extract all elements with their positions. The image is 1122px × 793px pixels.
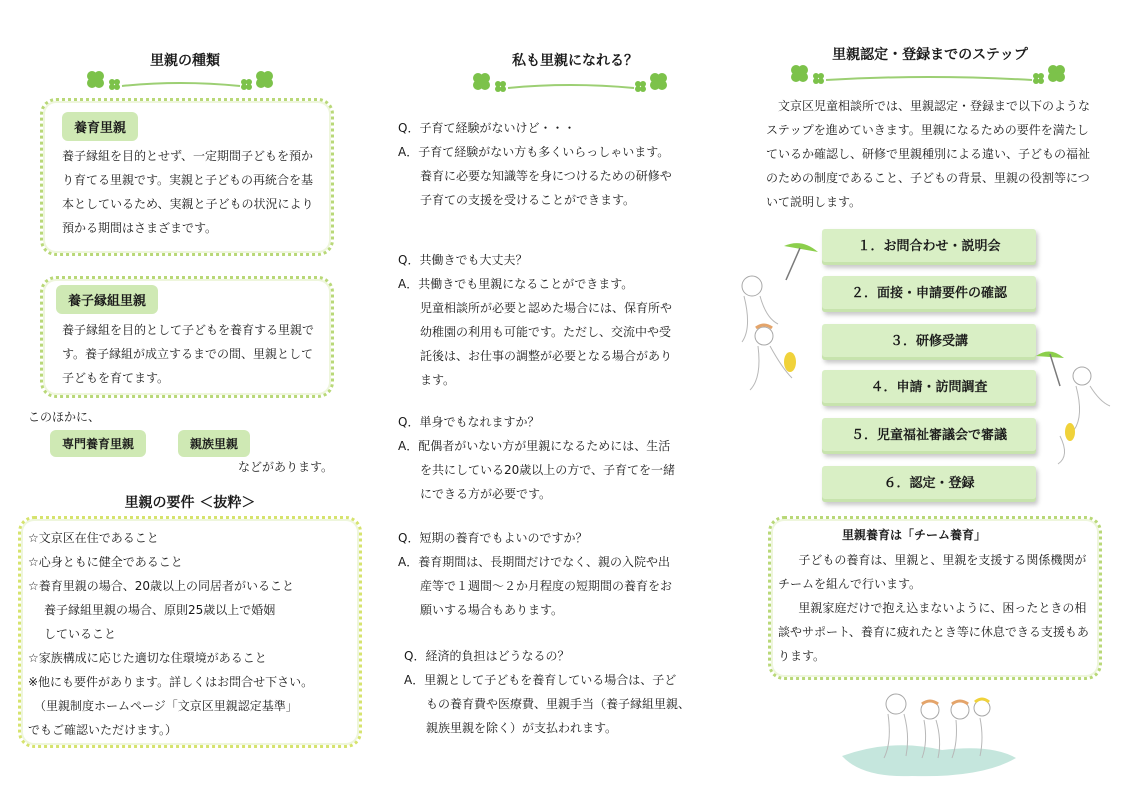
steps-heading: 里親認定・登録までのステップ — [832, 47, 1028, 63]
faq-question: Q．経済的負担はどうなるの？ — [404, 649, 570, 663]
yoiku-tag: 養育里親 — [62, 112, 138, 141]
faq-answer: A．共働きでも里親になることができます。 — [398, 277, 634, 291]
children-umbrella-illustration-icon — [1030, 346, 1116, 466]
types-heading: 里親の種類 — [150, 53, 220, 69]
faq-answer: ます。 — [420, 373, 456, 387]
faq-question: Q．共働きでも大丈夫？ — [398, 253, 528, 267]
step-item: ６．認定・登録 — [822, 466, 1036, 502]
faq-answer: 願いする場合もあります。 — [420, 603, 564, 617]
team-title: 里親養育は「チーム養育」 — [842, 528, 987, 542]
team-paragraph: 里親家庭だけで抱え込まないように、困ったときの相談やサポート、養育に疲れたとき等に休息できる支援もあります。 — [778, 601, 1089, 663]
faq-item — [404, 644, 690, 740]
faq-heading: 私も里親になれる？ — [512, 53, 638, 69]
requirement-line: ☆家族構成に応じた適切な住環境があること — [28, 651, 267, 665]
step-item: ５．児童福祉審議会で審議 — [822, 418, 1036, 454]
other-tag-shinzoku: 親族里親 — [178, 430, 250, 457]
other-suffix: などがあります。 — [238, 460, 334, 474]
steps-intro: 文京区児童相談所では、里親認定・登録まで以下のようなステップを進めていきます。里親になるための要件を満たしているか確認し、研修で里親種別による違い、子どもの福祉のための制度であること、子どもの背景、里親の役割等について説明します。 — [766, 99, 1091, 209]
faq-answer: にできる方が必要です。 — [420, 487, 552, 501]
children-playing-illustration-icon — [832, 686, 1022, 782]
faq-answer: を共にしている20歳以上の方で、子育てを一緒 — [420, 463, 676, 477]
faq-item — [398, 526, 672, 622]
requirement-line: 養子縁組里親の場合、原則25歳以上で婚姻 — [44, 603, 276, 617]
faq-answer: 幼稚園の利用も可能です。ただし、交流中や受 — [420, 325, 672, 339]
yoiku-text: 養子縁組を目的とせず、一定期間子どもを預かり育てる里親です。実親と子どもの再統合を基本としているため、実親と子どもの状況により預かる期間はさまざまです。 — [62, 149, 314, 235]
faq-item — [398, 116, 672, 212]
requirement-line: ☆養育里親の場合、20歳以上の同居者がいること — [28, 579, 295, 593]
requirement-line: （里親制度ホームページ「文京区里親認定基準」 — [34, 699, 298, 713]
children-umbrella-illustration-icon — [722, 238, 822, 398]
requirement-line: ☆心身ともに健全であること — [28, 555, 183, 569]
step-item: ３．研修受講 — [822, 324, 1036, 360]
engumi-tag: 養子縁組里親 — [56, 285, 158, 314]
team-paragraph: 子どもの養育は、里親と、里親を支援する関係機関がチームを組んで行います。 — [778, 553, 1087, 591]
faq-answer: もの養育費や医療費、里親手当（養子縁組里親、 — [426, 697, 691, 711]
faq-item — [398, 410, 675, 506]
faq-question: Q．短期の養育でもよいのですか？ — [398, 531, 588, 545]
step-item: ４．申請・訪問調査 — [822, 370, 1036, 406]
faq-question: Q．単身でもなれますか？ — [398, 415, 540, 429]
faq-answer: 養育に必要な知識等を身につけるための研修や — [420, 169, 672, 183]
engumi-text: 養子縁組を目的として子どもを養育する里親です。養子縁組が成立するまでの間、里親として子どもを育てます。 — [62, 323, 315, 385]
requirement-line: ☆文京区在住であること — [28, 531, 159, 545]
faq-item — [398, 248, 672, 392]
requirement-line: していること — [44, 627, 117, 641]
faq-answer: A．配偶者がいない方が里親になるためには、生活 — [398, 439, 671, 453]
faq-answer: A．里親として子どもを養育している場合は、子ど — [404, 673, 677, 687]
faq-question: Q．子育て経験がないけど・・・ — [398, 121, 576, 135]
faq-answer: A．養育期間は、長期間だけでなく、親の入院や出 — [398, 555, 670, 569]
requirements-heading: 里親の要件 ＜抜粋＞ — [124, 495, 256, 511]
requirements-list — [28, 526, 368, 742]
step-item: ２．面接・申請要件の確認 — [822, 276, 1036, 312]
clover-divider-icon — [84, 68, 276, 94]
faq-answer: 子育ての支援を受けることができます。 — [420, 193, 636, 207]
other-tag-senmon: 専門養育里親 — [50, 430, 146, 457]
clover-divider-icon — [788, 62, 1068, 88]
faq-answer: A．子育て経験がない方も多くいらっしゃいます。 — [398, 145, 670, 159]
clover-divider-icon — [470, 70, 670, 96]
requirement-line: でもご確認いただけます。） — [28, 723, 178, 737]
faq-answer: 親族里親を除く）が支払われます。 — [426, 721, 618, 735]
step-item: １．お問合わせ・説明会 — [822, 229, 1036, 265]
requirement-line: ※他にも要件があります。詳しくはお問合せ下さい。 — [28, 675, 314, 689]
other-intro: このほかに、 — [28, 410, 101, 424]
faq-answer: 産等で１週間～２か月程度の短期間の養育をお — [420, 579, 673, 593]
faq-answer: 児童相談所が必要と認めた場合には、保育所や — [420, 301, 673, 315]
faq-answer: 託後は、お仕事の調整が必要となる場合があり — [420, 349, 673, 363]
